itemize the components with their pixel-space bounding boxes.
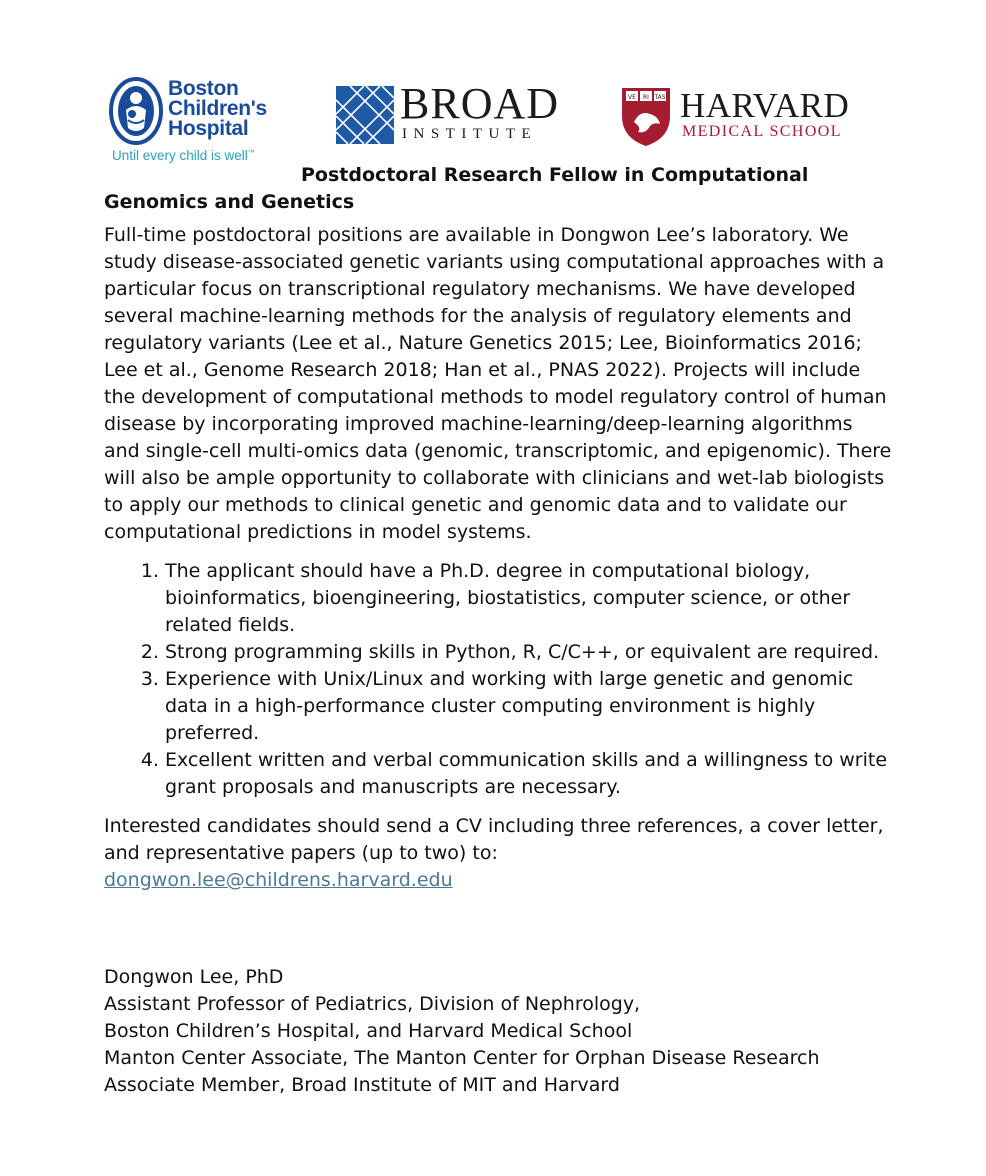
broad-institute-logo (336, 79, 576, 148)
email-link[interactable]: dongwon.lee@childrens.harvard.edu (104, 869, 453, 891)
signature-block (104, 964, 894, 1099)
signature-line: Dongwon Lee, PhD (104, 966, 284, 988)
broad-subtitle: INSTITUTE (402, 126, 538, 142)
requirements-list (104, 558, 894, 801)
bch-wordmark: Boston Children's Hospital (168, 77, 267, 140)
harvard-subtitle: MEDICAL SCHOOL (682, 123, 842, 140)
logo-bar (0, 0, 986, 170)
boston-childrens-hospital-logo (108, 76, 288, 168)
list-item: 2. Strong programming skills in Python, R, C/C++, or equivalent are required. (165, 639, 894, 666)
list-item: 4. Excellent written and verbal communication skills and a willingness to write grant proposals and manuscripts are necessary. (165, 747, 894, 801)
bch-tagline: Until every child is well™ (112, 148, 255, 163)
signature-line: Assistant Professor of Pediatrics, Division of Nephrology, (104, 993, 641, 1015)
contact-paragraph (104, 813, 894, 894)
shield-book-text: VE (628, 94, 636, 101)
page-title: Postdoctoral Research Fellow in Computational Genomics and Genetics (104, 164, 809, 213)
broad-lattice-icon (336, 86, 394, 144)
signature-line: Associate Member, Broad Institute of MIT and Harvard (104, 1074, 620, 1096)
signature-line: Manton Center Associate, The Manton Center for Orphan Disease Research (104, 1047, 820, 1069)
shield-book-text: TAS (654, 94, 666, 101)
bch-emblem-icon (108, 76, 164, 146)
broad-wordmark: BROAD (400, 79, 560, 128)
harvard-shield-icon (620, 86, 672, 148)
signature-line: Boston Children’s Hospital, and Harvard Medical School (104, 1020, 633, 1042)
intro-paragraph: Full-time postdoctoral positions are available in Dongwon Lee’s laboratory. We study disease-associated genetic variants using computational approaches with a particular focus on transcriptional regulatory mechanisms. We have developed several machine-learning methods for the analysis of regulatory elements and regulatory variants (Lee et al., Nature Genetics 2015; Lee, Bioinformatics 2016; Lee et al., Genome Research 2018; Han et al., PNAS 2022). Projects will include the development of computational methods to model regulatory control of human disease by incorporating improved machine-learning/deep-learning algorithms and single-cell multi-omics data (genomic, transcriptomic, and epigenomic). There will also be ample opportunity to collaborate with clinicians and wet-lab biologists to apply our methods to clinical genetic and genomic data and to validate our computational predictions in model systems. (104, 224, 892, 543)
list-item: 3. Experience with Unix/Linux and working with large genetic and genomic data in a high-performance cluster computing environment is highly preferred. (165, 666, 894, 747)
harvard-wordmark: HARVARD (680, 86, 850, 125)
shield-book-text: RI (643, 94, 649, 101)
contact-text: Interested candidates should send a CV including three references, a cover letter, and representative papers (up to two) to: (104, 815, 884, 864)
harvard-medical-school-logo (620, 86, 870, 152)
list-item: 1. The applicant should have a Ph.D. degree in computational biology, bioinformatics, bioengineering, biostatistics, computer science, or other related fields. (165, 558, 894, 639)
document-body (104, 162, 894, 1099)
